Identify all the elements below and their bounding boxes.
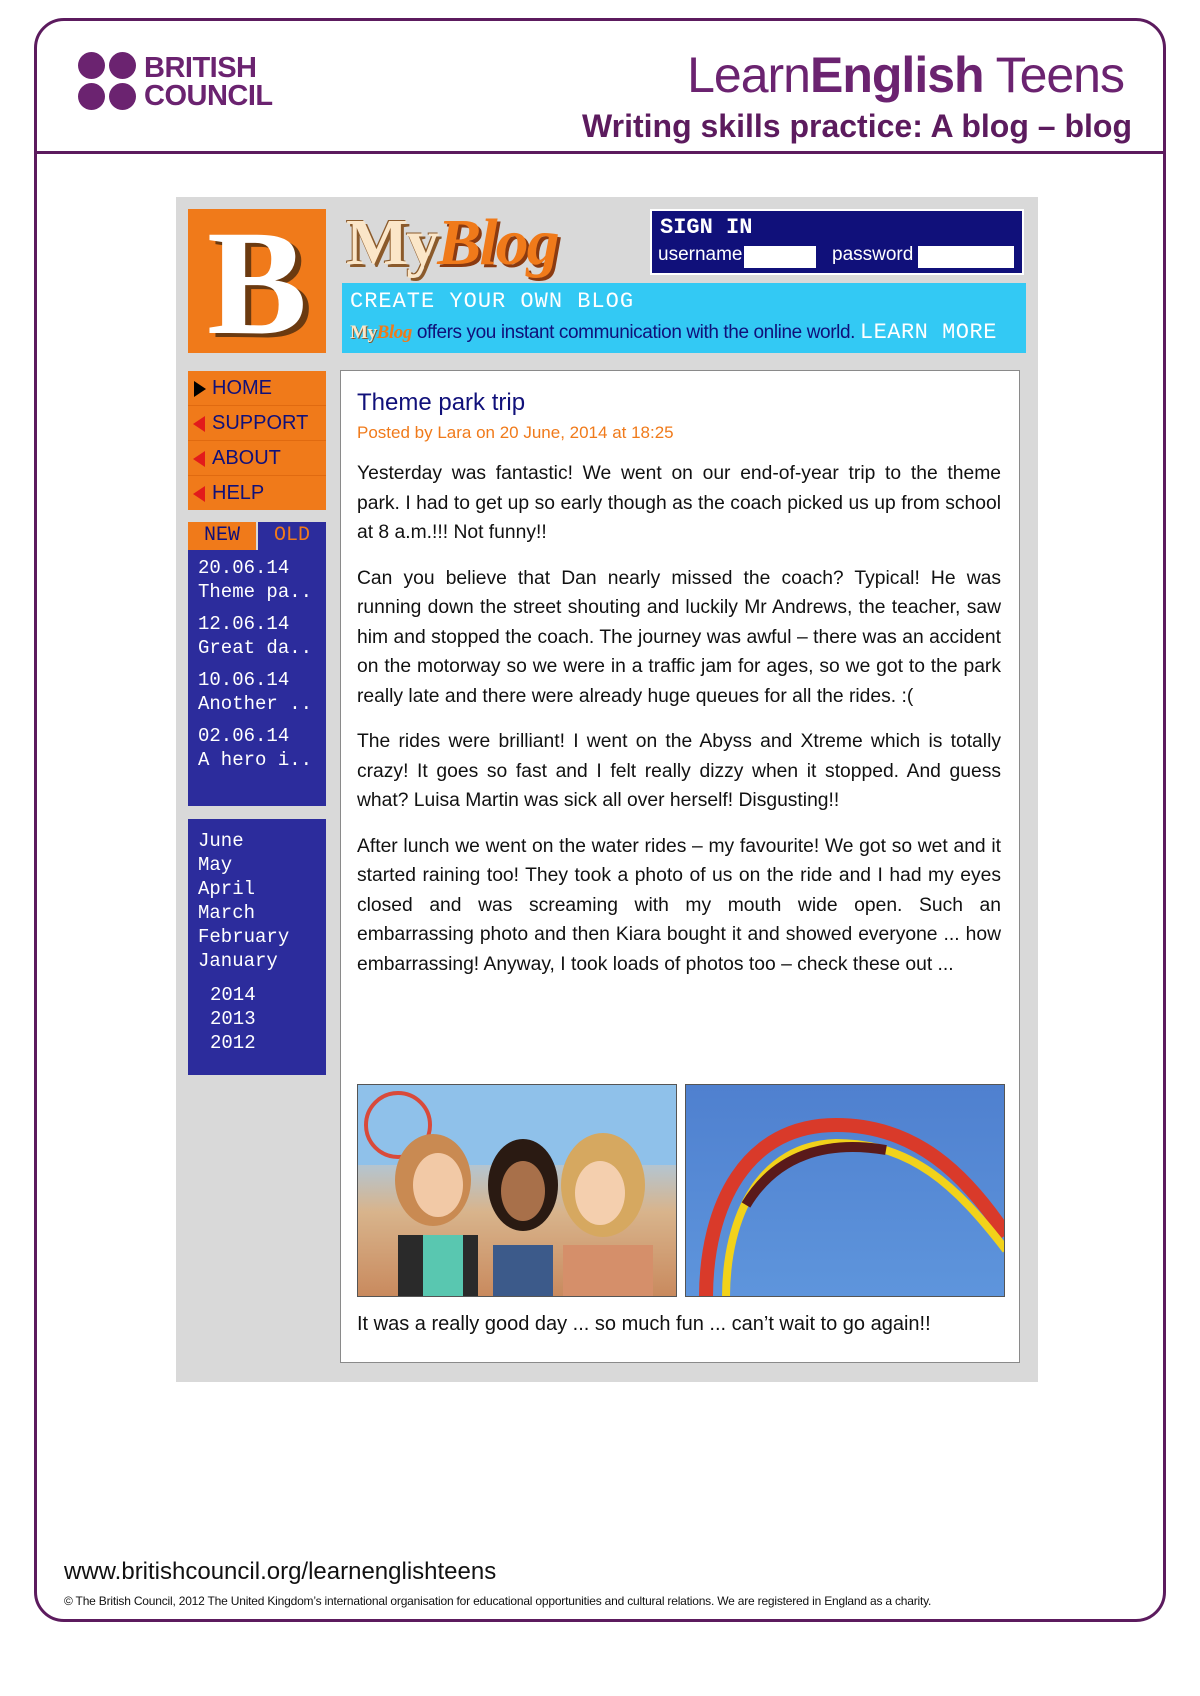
british-council-wordmark: BRITISH COUNCIL bbox=[144, 52, 273, 112]
archive-month[interactable]: June bbox=[198, 830, 244, 852]
archive-list bbox=[188, 819, 326, 1075]
blog-screenshot bbox=[176, 197, 1038, 1382]
nav-item-home[interactable]: HOME bbox=[188, 371, 326, 406]
archive-year[interactable]: 2013 bbox=[210, 1008, 256, 1030]
friends-photo-illustration bbox=[358, 1085, 677, 1297]
archive-month[interactable]: March bbox=[198, 902, 256, 924]
create-blog-description: MyBlog offers you instant communication with the online world. LEARN MORE bbox=[350, 320, 997, 345]
rollercoaster-photo[interactable] bbox=[685, 1084, 1005, 1297]
post-title: Theme park trip bbox=[357, 389, 526, 416]
archive-month[interactable]: May bbox=[198, 854, 233, 876]
arrow-left-icon bbox=[193, 486, 205, 502]
header-divider bbox=[34, 151, 1166, 154]
arrow-right-icon bbox=[194, 381, 206, 397]
create-blog-title: CREATE YOUR OWN BLOG bbox=[350, 289, 635, 314]
blog-b-logo[interactable]: B bbox=[188, 209, 326, 353]
archive-month[interactable]: April bbox=[198, 878, 256, 900]
list-item[interactable]: 20.06.14 Theme pa.. bbox=[198, 557, 313, 603]
nav-item-about[interactable]: ABOUT bbox=[188, 441, 326, 476]
arrow-left-icon bbox=[193, 416, 205, 432]
archive-month[interactable]: February bbox=[198, 926, 290, 948]
footer-copyright: © The British Council, 2012 The United Kingdom’s international organisation for educational opportunities and cultural relations. We are registered in England as a charity. bbox=[64, 1594, 932, 1608]
post-paragraph: The rides were brilliant! I went on the Abyss and Xtreme which is totally crazy! It goes so fast and I felt really dizzy when it stopped. And guess what? Luisa Martin was sick all over herself! Disgusting!! bbox=[357, 731, 1001, 811]
username-input[interactable] bbox=[744, 246, 816, 268]
archive-year[interactable]: 2014 bbox=[210, 984, 256, 1006]
nav-item-help[interactable]: HELP bbox=[188, 476, 326, 510]
list-item[interactable]: 12.06.14 Great da.. bbox=[198, 613, 313, 659]
post-body bbox=[357, 459, 1001, 995]
list-item[interactable]: 02.06.14 A hero i.. bbox=[198, 725, 313, 771]
archive-year[interactable]: 2012 bbox=[210, 1032, 256, 1054]
recent-posts-list bbox=[188, 550, 326, 806]
username-label: username bbox=[658, 244, 743, 265]
rollercoaster-photo-illustration bbox=[686, 1085, 1005, 1297]
post-paragraph: Yesterday was fantastic! We went on our end-of-year trip to the theme park. I had to get up so early though as the coach picked us up from school at 8 a.m.!!! Not funny!! bbox=[357, 463, 1001, 543]
password-input[interactable] bbox=[918, 246, 1014, 268]
sign-in-box bbox=[650, 209, 1024, 275]
friends-photo[interactable] bbox=[357, 1084, 677, 1297]
nav-item-support[interactable]: SUPPORT bbox=[188, 406, 326, 441]
arrow-left-icon bbox=[193, 451, 205, 467]
archive-month[interactable]: January bbox=[198, 950, 278, 972]
post-paragraph: Can you believe that Dan nearly missed the coach? Typical! He was running down the street shouting and luckily Mr Andrews, the teacher, saw him and stopped the coach. The journey was awful – there was an accident on the motorway so we were in a traffic jam for ages, so we got to the park really late and there were already huge queues for all the rides. :( bbox=[357, 567, 1001, 707]
british-council-dots-icon bbox=[78, 52, 138, 112]
post-closing: It was a really good day ... so much fun ... can’t wait to go again!! bbox=[357, 1313, 931, 1335]
post-tabs bbox=[188, 522, 326, 550]
sign-in-title: SIGN IN bbox=[660, 215, 753, 240]
worksheet-title: Writing skills practice: A blog – blog bbox=[582, 108, 1132, 144]
tab-old[interactable]: OLD bbox=[258, 522, 326, 550]
myblog-logo[interactable]: MyBlog bbox=[346, 206, 558, 279]
blog-post bbox=[340, 370, 1020, 1363]
learnenglish-teens-title: LearnEnglish Teens bbox=[687, 47, 1124, 103]
footer-url[interactable]: www.britishcouncil.org/learnenglishteens bbox=[64, 1558, 497, 1585]
learn-more-link[interactable]: LEARN MORE bbox=[859, 320, 997, 345]
create-blog-banner bbox=[342, 283, 1026, 353]
password-label: password bbox=[832, 244, 914, 265]
blog-nav bbox=[188, 371, 326, 510]
post-meta: Posted by Lara on 20 June, 2014 at 18:25 bbox=[357, 423, 674, 442]
british-council-logo bbox=[78, 52, 308, 112]
list-item[interactable]: 10.06.14 Another .. bbox=[198, 669, 313, 715]
tab-new[interactable]: NEW bbox=[188, 522, 256, 550]
post-paragraph: After lunch we went on the water rides – my favourite! We got so wet and it started raining too! They took a photo of us on the ride and I had my eyes closed and was screaming with my mouth wide open. Such an embarrassing photo and then Kiara bought it and showed everyone ... how embarrassing! Anyway, I took loads of photos too – check these out ... bbox=[357, 835, 1001, 975]
